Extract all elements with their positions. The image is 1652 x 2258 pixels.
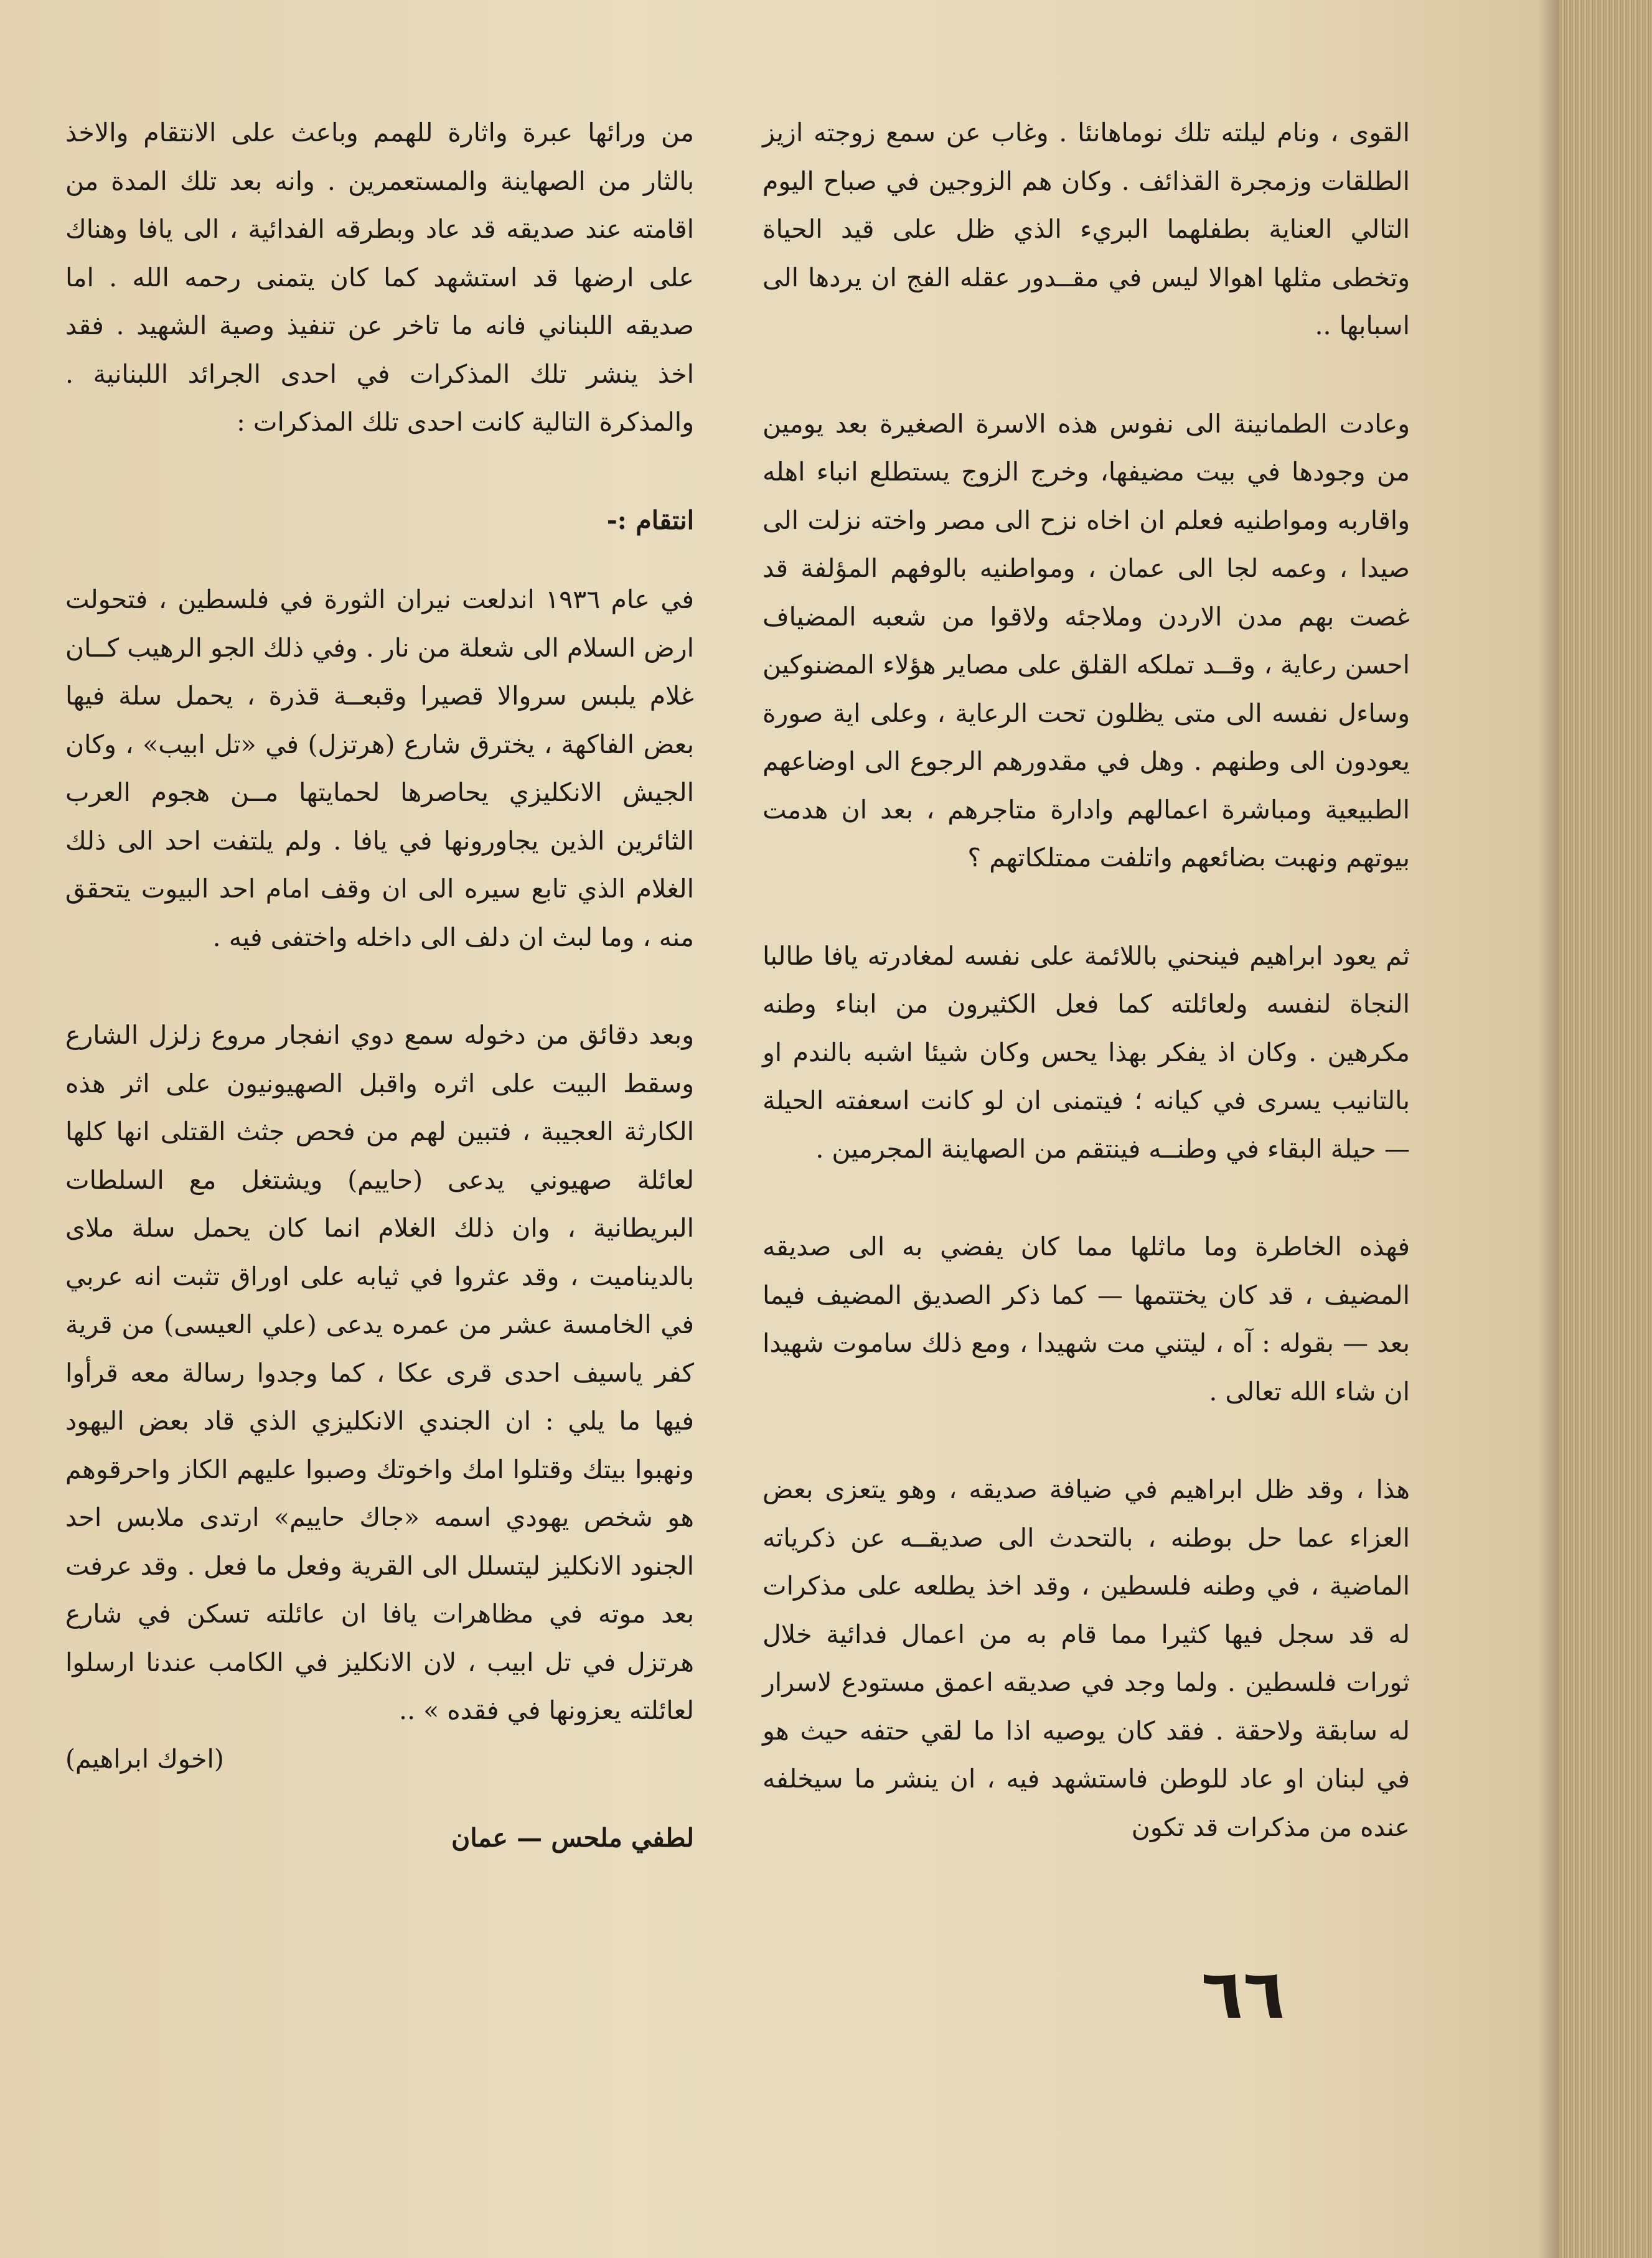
binding-shadow — [1537, 0, 1559, 2258]
intro-paragraph: من ورائها عبرة واثارة للهمم وباعث على الانتقام والاخذ بالثار من الصهاينة والمستعمرين . وانه بعد تلك المدة من اقامته عند صديقه قد عاد وبطرقه الفدائية ، الى يافا وهناك على ارضها قد استشهد كما كان يتمنى رحمه الله . اما صديقه اللبناني فانه ما تاخر عن تنفيذ وصية الشهيد . فقد اخذ ينشر تلك المذكرات في احدى الجرائد اللبنانية . والمذكرة التالية كانت احدى تلك المذكرات : — [65, 118, 694, 437]
page-stack-edge — [1559, 0, 1652, 2258]
author-signature: لطفي ملحس — عمان — [451, 1823, 694, 1853]
paragraph: وبعد دقائق من دخوله سمع دوي انفجار مروع زلزل الشارع وسقط البيت على اثره واقبل الصهيونيون على اثر هذه الكارثة العجيبة ، فتبين لهم من فحص جثث القتلى انها كلها لعائلة صهيوني يدعى (حاييم) ويشتغل مع السلطات البريطانية ، وان ذلك الغلام انما كان يحمل سلة ملاى بالديناميت ، وقد عثروا في ثيابه على اوراق تثبت انه عربي في الخامسة عشر من عمره يدعى (علي العيسى) من قرية كفر ياسيف احدى قرى عكا ، كما وجدوا رسالة معه قرأوا فيها ما يلي : ان الجندي الانكليزي الذي قاد بعض اليهود ونهبوا بيتك وقتلوا امك واخوتك وصبوا عليهم الكاز واحرقوهم هو شخص يهودي اسمه «جاك حاييم» ارتدى ملابس احد الجنود الانكليز ليتسلل الى القرية وفعل ما فعل . وقد عرفت بعد موته في مظاهرات يافا ان عائلته تسكن في شارع هرتزل في تل ابيب ، لان الانكليز في الكامب عندنا ارسلوا لعائلته يعزونها في فقده » .. — [65, 1020, 694, 1725]
paragraph: ثم يعود ابراهيم فينحني باللائمة على نفسه لمغادرته يافا طالبا النجاة لنفسه ولعائلته كما فعل الكثيرون من ابناء وطنه مكرهين . وكان اذ يفكر بهذا يحس وكان شيئا اشبه بالندم او بالتانيب يسرى في كيانه ؛ فيتمنى ان لو كانت اسعفته الحيلة — حيلة البقاء في وطنــه فينتقم من الصهاينة المجرمين . — [763, 940, 1410, 1164]
paragraph: في عام ١٩٣٦ اندلعت نيران الثورة في فلسطين ، فتحولت ارض السلام الى شعلة من نار . وفي ذلك الجو الرهيب كــان غلام يلبس سروالا قصيرا وقبعــة قذرة ، يحمل سلة فيها بعض الفاكهة ، يخترق شارع (هرتزل) في «تل ابيب» ، وكان الجيش الانكليزي يحاصرها لحمايتها مــن هجوم العرب الثائرين الذين يجاورونها في يافا . ولم يلتفت احد الى ذلك الغلام الذي تابع سيره الى ان وقف امام احد البيوت يتحقق منه ، وما لبث ان دلف الى داخله واختفى فيه . — [65, 584, 694, 952]
paragraph: وعادت الطمانينة الى نفوس هذه الاسرة الصغيرة بعد يومين من وجودها في بيت مضيفها، وخرج الزوج يستطلع انباء اهله واقاربه ومواطنيه فعلم ان اخاه نزح الى مصر واخته نزلت الى صيدا ، وعمه لجا الى عمان ، ومواطنيه بالوفهم المؤلفة قد غصت بهم مدن الاردن وملاجئه ولاقوا من شعبه المضياف احسن رعاية ، وقــد تملكه القلق على مصاير هؤلاء المضنوكين وساءل نفسه الى متى يظلون تحت الرعاية ، وعلى اية صورة يعودون الى وطنهم . وهل في مقدورهم الرجوع الى اوضاعهم الطبيعية ومباشرة اعمالهم وادارة متاجرهم ، بعد ان هدمت بيوتهم ونهبت بضائعهم واتلفت ممتلكاتهم ؟ — [763, 408, 1410, 873]
paragraph: القوى ، ونام ليلته تلك نوماهانئا . وغاب عن سمع زوجته ازيز الطلقات وزمجرة القذائف . وكان هم الزوجين في صباح اليوم التالي العناية بطفلهما البريء الذي ظل على قيد الحياة وتخطى مثلها اهوالا ليس في مقــدور عقله الفج ان يردها الى اسبابها .. — [763, 118, 1410, 340]
paragraph: فهذه الخاطرة وما ماثلها مما كان يفضي به الى صديقه المضيف ، قد كان يختتمها — كما ذكر الصديق المضيف فيما بعد — بقوله : آه ، ليتني مت شهيدا ، ومع ذلك ساموت شهيدا ان شاء الله تعالى . — [763, 1232, 1410, 1407]
right-column — [763, 109, 1410, 1852]
left-column — [65, 109, 694, 1863]
paragraph: هذا ، وقد ظل ابراهيم في ضيافة صديقه ، وهو يتعزى بعض العزاء عما حل بوطنه ، بالتحدث الى صديقــه عن ذكرياته الماضية ، في وطنه فلسطين ، وقد اخذ يطلعه على مذكرات له قد سجل فيها كثيرا مما قام به من اعمال فدائية خلال ثورات فلسطين . ولما وجد في صديقه اعمق مستودع لاسرار له سابقة ولاحقة . فقد كان يوصيه اذا ما لقي حتفه حيث هو في لبنان او عاد للوطن فاستشهد فيه ، ان ينشر ما سيخلفه عنده من مذكرات قد تكون — [763, 1474, 1410, 1842]
page-number: ٦٦ — [1201, 1954, 1285, 2034]
section-heading: انتقام :- — [606, 505, 694, 535]
closing-signoff: (اخوك ابراهيم) — [65, 1743, 224, 1774]
